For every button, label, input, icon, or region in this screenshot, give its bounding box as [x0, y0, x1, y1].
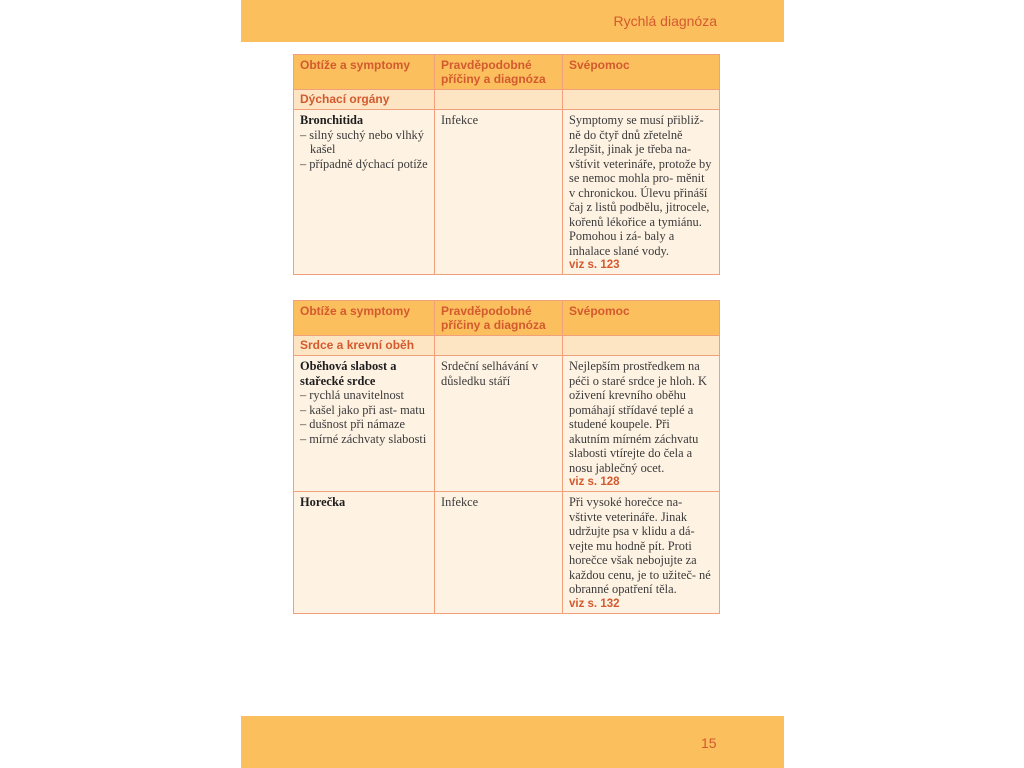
section-empty-cell	[563, 90, 720, 110]
page-number: 15	[701, 735, 717, 751]
section-row	[294, 90, 720, 110]
section-empty-cell	[435, 336, 563, 356]
symptom-list	[300, 388, 428, 446]
footer-band	[241, 716, 784, 768]
symptoms-cell	[294, 110, 435, 275]
condition-title: Oběhová slabost a stařecké srdce	[300, 359, 397, 388]
symptom-item: – mírné záchvaty slabosti	[300, 432, 428, 447]
section-row	[294, 336, 720, 356]
section-title: Srdce a krevní oběh	[294, 336, 435, 356]
symptom-item: – dušnost při námaze	[300, 417, 428, 432]
header-band	[241, 0, 784, 42]
symptoms-cell	[294, 492, 435, 614]
column-header-self-help: Svépomoc	[563, 301, 720, 336]
column-header-causes: Pravděpodobné příčiny a diagnóza	[435, 301, 563, 336]
page-reference: viz s. 132	[569, 597, 620, 610]
page-reference: viz s. 123	[569, 259, 620, 271]
page-reference: viz s. 128	[569, 476, 620, 488]
book-page	[241, 0, 784, 768]
cause-cell: Infekce	[435, 492, 563, 614]
table-row	[294, 356, 720, 492]
section-empty-cell	[435, 90, 563, 110]
table-header-row	[294, 301, 720, 336]
symptom-item: – rychlá unavitelnost	[300, 388, 428, 403]
column-header-causes: Pravděpodobné příčiny a diagnóza	[435, 55, 563, 90]
self-help-text: Symptomy se musí přibliž- ně do čtyř dnů zřetelně zlepšit, jinak je třeba na- vštívit veterináře, protože by se nemoc mohla pro- měnit v chronickou. Úlevu přináší čaj z listů podbělu, jitrocele, kořenů lékořice a tymiánu. Pomohou i zá- baly a inhalace slané vody.	[569, 113, 712, 258]
symptom-item: – kašel jako při ast- matu	[300, 403, 428, 418]
self-help-cell	[563, 356, 720, 492]
column-header-self-help: Svépomoc	[563, 55, 720, 90]
diagnosis-table-respiratory	[293, 54, 720, 275]
self-help-text: Při vysoké horečce na- vštivte veterináře. Jinak udržujte psa v klidu a dá- vejte mu hodně pít. Proti horečce však nebojujte za každou cenu, je to užiteč- né obranné opatření těla.	[569, 495, 711, 596]
section-title: Dýchací orgány	[294, 90, 435, 110]
symptom-item: – případně dýchací potíže	[300, 157, 428, 172]
column-header-symptoms: Obtíže a symptomy	[294, 55, 435, 90]
self-help-cell	[563, 492, 720, 614]
self-help-text: Nejlepším prostředkem na péči o staré srdce je hloh. K oživení krevního oběhu pomáhají střídavé teplé a studené koupele. Při akutním mírném záchvatu slabosti vtírejte do čela a nosu jablečný ocet.	[569, 359, 707, 475]
symptom-list	[300, 128, 428, 172]
condition-title: Bronchitida	[300, 113, 364, 127]
condition-title: Horečka	[300, 495, 346, 509]
table-row	[294, 110, 720, 275]
diagnosis-table-circulation	[293, 300, 720, 614]
section-empty-cell	[563, 336, 720, 356]
cause-cell: Infekce	[435, 110, 563, 275]
self-help-cell	[563, 110, 720, 275]
table-row	[294, 492, 720, 614]
symptoms-cell	[294, 356, 435, 492]
symptom-item: – silný suchý nebo vlhký kašel	[300, 128, 428, 157]
column-header-symptoms: Obtíže a symptomy	[294, 301, 435, 336]
cause-cell: Srdeční selhávání v důsledku stáří	[435, 356, 563, 492]
running-header: Rychlá diagnóza	[613, 13, 717, 29]
table-header-row	[294, 55, 720, 90]
